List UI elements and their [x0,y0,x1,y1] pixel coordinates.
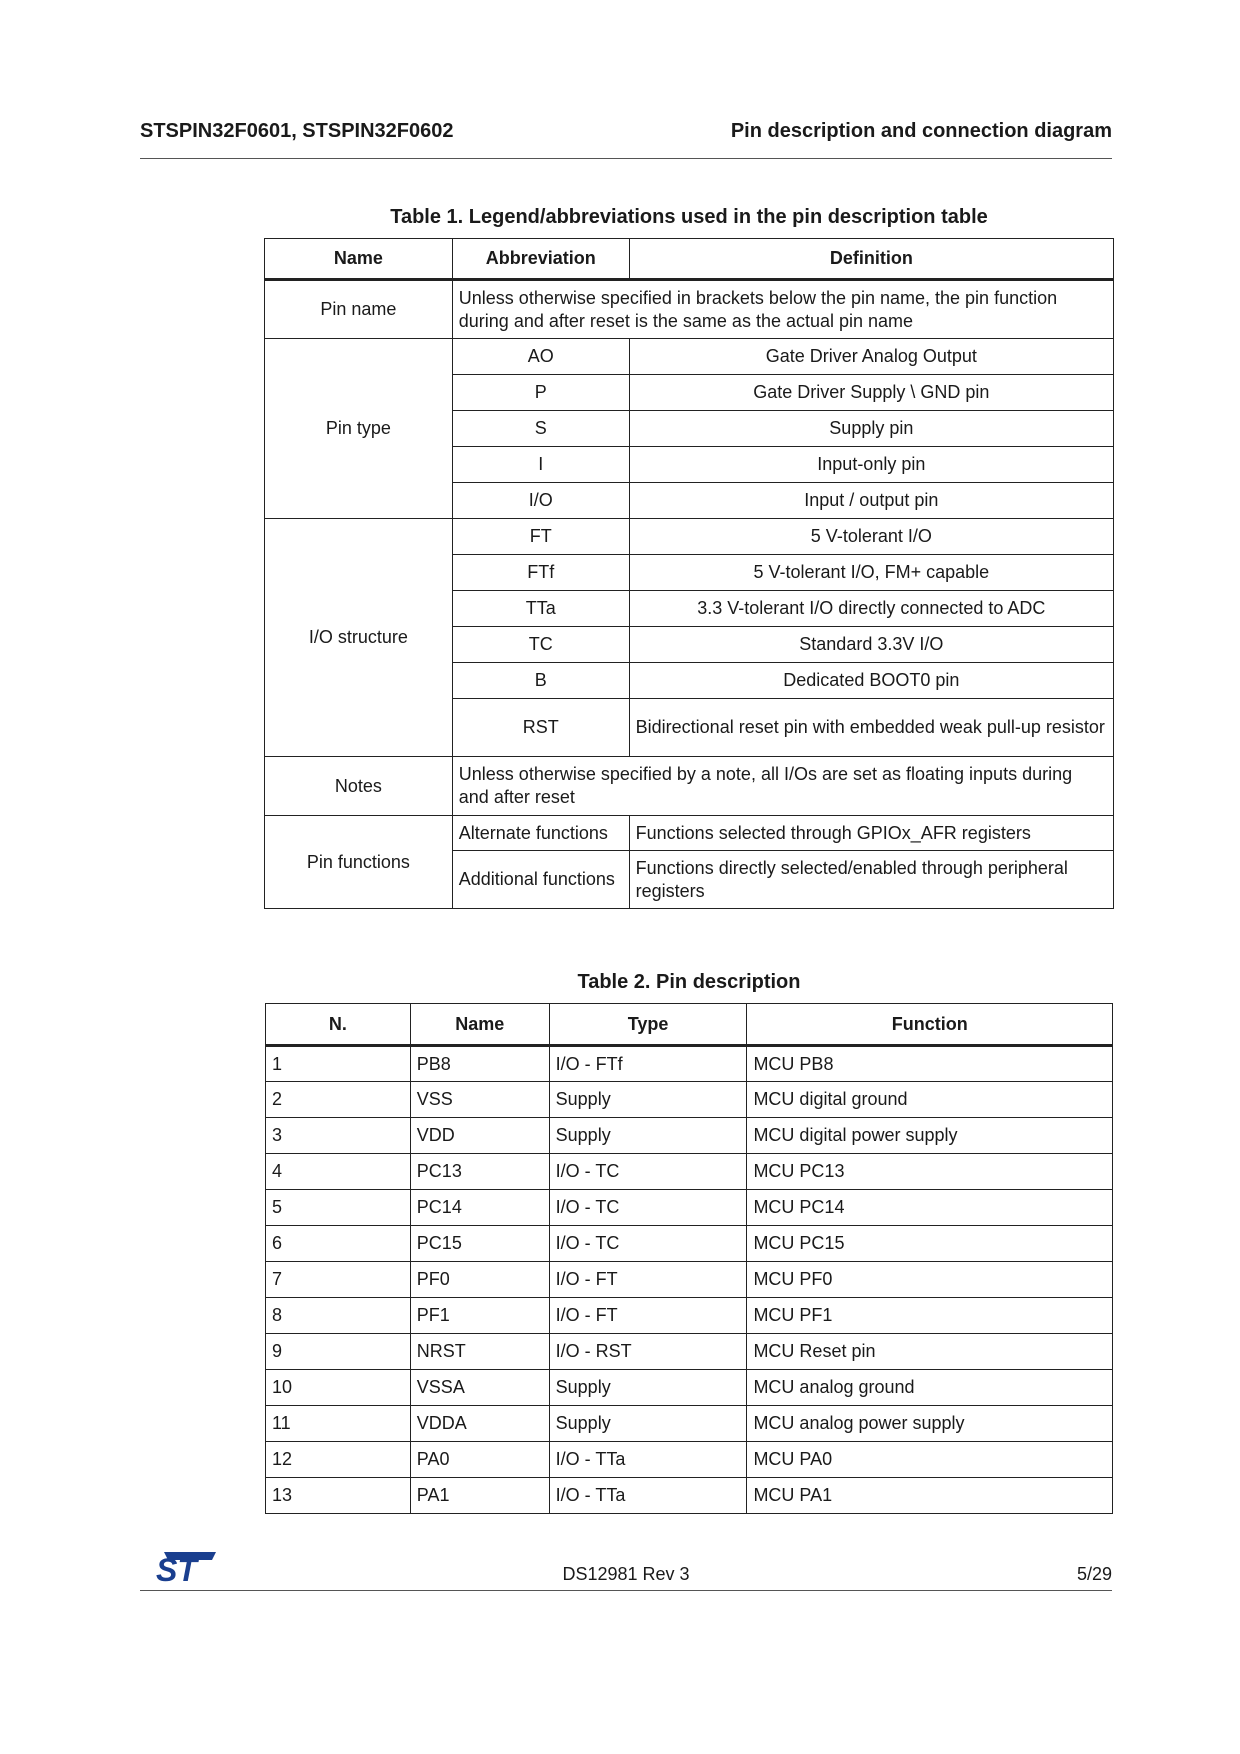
t2-header-name: Name [410,1004,549,1046]
t1-function-desc: Functions selected through GPIOx_AFR registers [629,816,1113,851]
t1-header-definition: Definition [629,239,1113,280]
t1-pin-name-text: Unless otherwise specified in brackets below the pin name, the pin function during and after reset is the same as the actual pin name [452,280,1113,339]
pin-type: Supply [549,1370,747,1406]
pin-type: I/O - FTf [549,1046,747,1082]
pin-name: PF1 [410,1298,549,1334]
pin-number: 9 [266,1334,411,1370]
t1-definition: Input-only pin [629,447,1113,483]
pin-name: PC14 [410,1190,549,1226]
pin-name: NRST [410,1334,549,1370]
pin-function: MCU digital ground [747,1082,1113,1118]
t1-definition: Bidirectional reset pin with embedded weak pull-up resistor [629,699,1113,757]
pin-type: I/O - TTa [549,1442,747,1478]
pin-name: VSS [410,1082,549,1118]
t1-abbrev: TC [452,627,629,663]
table2-caption: Table 2. Pin description [577,971,801,993]
pin-number: 1 [266,1046,411,1082]
t1-notes-text: Unless otherwise specified by a note, all I/Os are set as floating inputs during and after reset [452,757,1113,816]
t1-pin-type-label: Pin type [265,339,453,519]
pin-type: Supply [549,1406,747,1442]
pin-function: MCU PA0 [747,1442,1113,1478]
t1-definition: Supply pin [629,411,1113,447]
table1-caption: Table 1. Legend/abbreviations used in the pin description table [390,206,988,228]
t1-abbrev: AO [452,339,629,375]
pin-number: 2 [266,1082,411,1118]
t1-function-kind: Additional functions [452,851,629,909]
legend-table [264,238,1114,909]
pin-type: I/O - TTa [549,1478,747,1514]
pin-number: 12 [266,1442,411,1478]
pin-function: MCU PC14 [747,1190,1113,1226]
t2-header-n: N. [266,1004,411,1046]
st-logo-text: ST [156,1552,197,1584]
t2-header-function: Function [747,1004,1113,1046]
t1-abbrev: B [452,663,629,699]
pin-function: MCU PC13 [747,1154,1113,1190]
t1-definition: Standard 3.3V I/O [629,627,1113,663]
pin-type: I/O - TC [549,1154,747,1190]
t1-definition: Gate Driver Supply \ GND pin [629,375,1113,411]
t1-definition: Gate Driver Analog Output [629,339,1113,375]
t1-header-name: Name [265,239,453,280]
t1-notes-label: Notes [265,757,453,816]
pin-number: 6 [266,1226,411,1262]
pin-function: MCU PC15 [747,1226,1113,1262]
pin-function: MCU analog power supply [747,1406,1113,1442]
t1-abbrev: FT [452,519,629,555]
header-section: Pin description and connection diagram [730,120,1112,142]
t1-definition: 3.3 V-tolerant I/O directly connected to ADC [629,591,1113,627]
table-row [266,1154,1113,1190]
t1-abbrev: I [452,447,629,483]
t1-definition: Dedicated BOOT0 pin [629,663,1113,699]
table-row [266,1370,1113,1406]
table-row [266,1046,1113,1082]
table-row [266,1334,1113,1370]
pin-name: VDDA [410,1406,549,1442]
pin-number: 13 [266,1478,411,1514]
t1-abbrev: FTf [452,555,629,591]
pin-type: I/O - TC [549,1190,747,1226]
pin-name: PA0 [410,1442,549,1478]
pin-type: I/O - FT [549,1298,747,1334]
t1-function-desc: Functions directly selected/enabled through peripheral registers [629,851,1113,909]
t1-abbrev: P [452,375,629,411]
pin-name: PC15 [410,1226,549,1262]
t1-definition: 5 V-tolerant I/O, FM+ capable [629,555,1113,591]
page-footer [140,1550,1112,1591]
pin-number: 8 [266,1298,411,1334]
pin-function: MCU Reset pin [747,1334,1113,1370]
doc-revision: DS12981 Rev 3 [562,1564,690,1584]
pin-type: I/O - TC [549,1226,747,1262]
t1-io-structure-label: I/O structure [265,519,453,757]
t1-definition: 5 V-tolerant I/O [629,519,1113,555]
t1-definition: Input / output pin [629,483,1113,519]
pin-number: 5 [266,1190,411,1226]
pin-function: MCU PA1 [747,1478,1113,1514]
table-row [266,1406,1113,1442]
pin-function: MCU analog ground [747,1370,1113,1406]
table-row [266,1190,1113,1226]
pin-function: MCU digital power supply [747,1118,1113,1154]
t1-pin-functions-label: Pin functions [265,816,453,909]
pin-type: Supply [549,1082,747,1118]
t1-abbrev: RST [452,699,629,757]
pin-function: MCU PF1 [747,1298,1113,1334]
pin-number: 11 [266,1406,411,1442]
header-product: STSPIN32F0601, STSPIN32F0602 [140,120,454,142]
table-row [266,1082,1113,1118]
t1-abbrev: S [452,411,629,447]
pin-name: PA1 [410,1478,549,1514]
table-row [266,1298,1113,1334]
t1-abbrev: I/O [452,483,629,519]
t1-abbrev: TTa [452,591,629,627]
pin-name: VDD [410,1118,549,1154]
pin-type: I/O - FT [549,1262,747,1298]
page-header [140,120,1112,159]
t1-pin-name-label: Pin name [265,280,453,339]
table-row [266,1118,1113,1154]
pin-number: 7 [266,1262,411,1298]
table-row [266,1478,1113,1514]
pin-name: PB8 [410,1046,549,1082]
pin-type: Supply [549,1118,747,1154]
pin-name: VSSA [410,1370,549,1406]
table-row [266,1262,1113,1298]
t1-header-abbreviation: Abbreviation [452,239,629,280]
pin-function: MCU PB8 [747,1046,1113,1082]
pin-name: PF0 [410,1262,549,1298]
table-row [266,1442,1113,1478]
pin-number: 10 [266,1370,411,1406]
t1-function-kind: Alternate functions [452,816,629,851]
pin-number: 3 [266,1118,411,1154]
page-number: 5/29 [1076,1564,1112,1584]
t2-header-type: Type [549,1004,747,1046]
pin-name: PC13 [410,1154,549,1190]
pin-function: MCU PF0 [747,1262,1113,1298]
pin-description-table [265,1003,1113,1514]
pin-number: 4 [266,1154,411,1190]
table-row [266,1226,1113,1262]
pin-type: I/O - RST [549,1334,747,1370]
